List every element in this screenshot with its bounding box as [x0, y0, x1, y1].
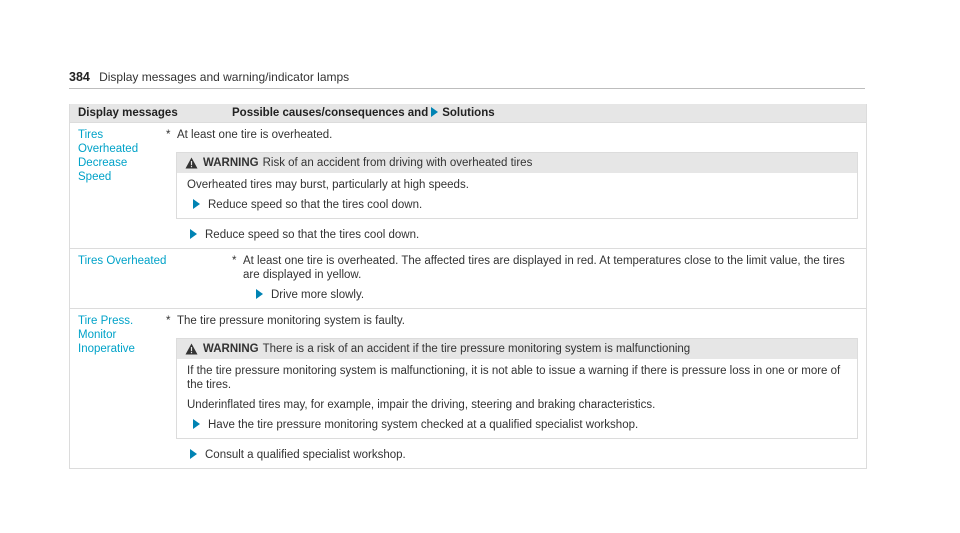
warning-body [177, 173, 857, 218]
table-row [70, 308, 866, 468]
column-header-solutions-label: Solutions [442, 107, 495, 119]
cause-item [166, 128, 858, 142]
step-arrow-icon [193, 199, 200, 209]
solution-step-text: Drive more slowly. [271, 289, 365, 301]
column-header-causes [228, 104, 866, 122]
warning-step [187, 418, 847, 432]
cause-cell [162, 309, 866, 468]
cause-text: At least one tire is overheated. [177, 129, 333, 141]
warning-text-2: Underinflated tires may, for example, impair the driving, steering and braking characteristics. [187, 399, 656, 411]
cause-item [166, 314, 858, 328]
warning-title: Risk of an accident from driving with overheated tires [262, 157, 533, 169]
step-arrow-icon [193, 419, 200, 429]
column-header-messages: Display messages [78, 107, 178, 119]
warning-header [177, 153, 857, 173]
cause-cell [162, 123, 866, 248]
display-messages-table [69, 104, 867, 469]
warning-step [187, 198, 847, 212]
message-cell: Tires Overheated Decrease Speed [78, 129, 139, 183]
asterisk-bullet-icon: * [166, 315, 171, 327]
warning-step-text: Reduce speed so that the tires cool down. [208, 199, 423, 211]
warning-title: There is a risk of an accident if the tire pressure monitoring system is malfunctioning [262, 343, 691, 355]
table-row [70, 248, 866, 308]
warning-triangle-icon [185, 343, 198, 355]
asterisk-bullet-icon: * [232, 255, 237, 267]
warning-body [177, 359, 857, 438]
cause-text: The tire pressure monitoring system is faulty. [177, 315, 405, 327]
step-arrow-icon [256, 289, 263, 299]
warning-text: Overheated tires may burst, particularly at high speeds. [187, 179, 469, 191]
solution-step [250, 288, 858, 302]
warning-label: WARNING [203, 343, 259, 355]
warning-text: If the tire pressure monitoring system is malfunctioning, it is not able to issue a warning if there is pressure loss in one or more of the tires. [187, 365, 841, 391]
page-title: Display messages and warning/indicator lamps [99, 70, 350, 84]
warning-header [177, 339, 857, 359]
warning-box [176, 152, 858, 219]
cause-item [232, 254, 858, 282]
cause-cell [228, 249, 866, 308]
step-arrow-icon [190, 229, 197, 239]
solution-step [184, 228, 858, 242]
page-number: 384 [69, 70, 90, 84]
solution-step-text: Reduce speed so that the tires cool down. [205, 229, 420, 241]
asterisk-bullet-icon: * [166, 129, 171, 141]
step-arrow-icon [190, 449, 197, 459]
table-header [70, 104, 866, 122]
warning-box [176, 338, 858, 439]
solution-arrow-icon [431, 107, 438, 117]
message-cell: Tires Overheated [78, 255, 167, 267]
page-header [69, 70, 865, 89]
table-row [70, 122, 866, 248]
solution-step-text: Consult a qualified specialist workshop. [205, 449, 406, 461]
warning-label: WARNING [203, 157, 259, 169]
message-cell: Tire Press. Monitor Inoperative [78, 315, 135, 355]
cause-text: At least one tire is overheated. The affected tires are displayed in red. At temperatures close to the limit value, the tires are displayed in yellow. [243, 255, 845, 281]
column-header-causes-label: Possible causes/consequences and [232, 107, 429, 119]
solution-step [184, 448, 858, 462]
warning-step-text: Have the tire pressure monitoring system checked at a qualified specialist workshop. [208, 419, 639, 431]
warning-triangle-icon [185, 157, 198, 169]
